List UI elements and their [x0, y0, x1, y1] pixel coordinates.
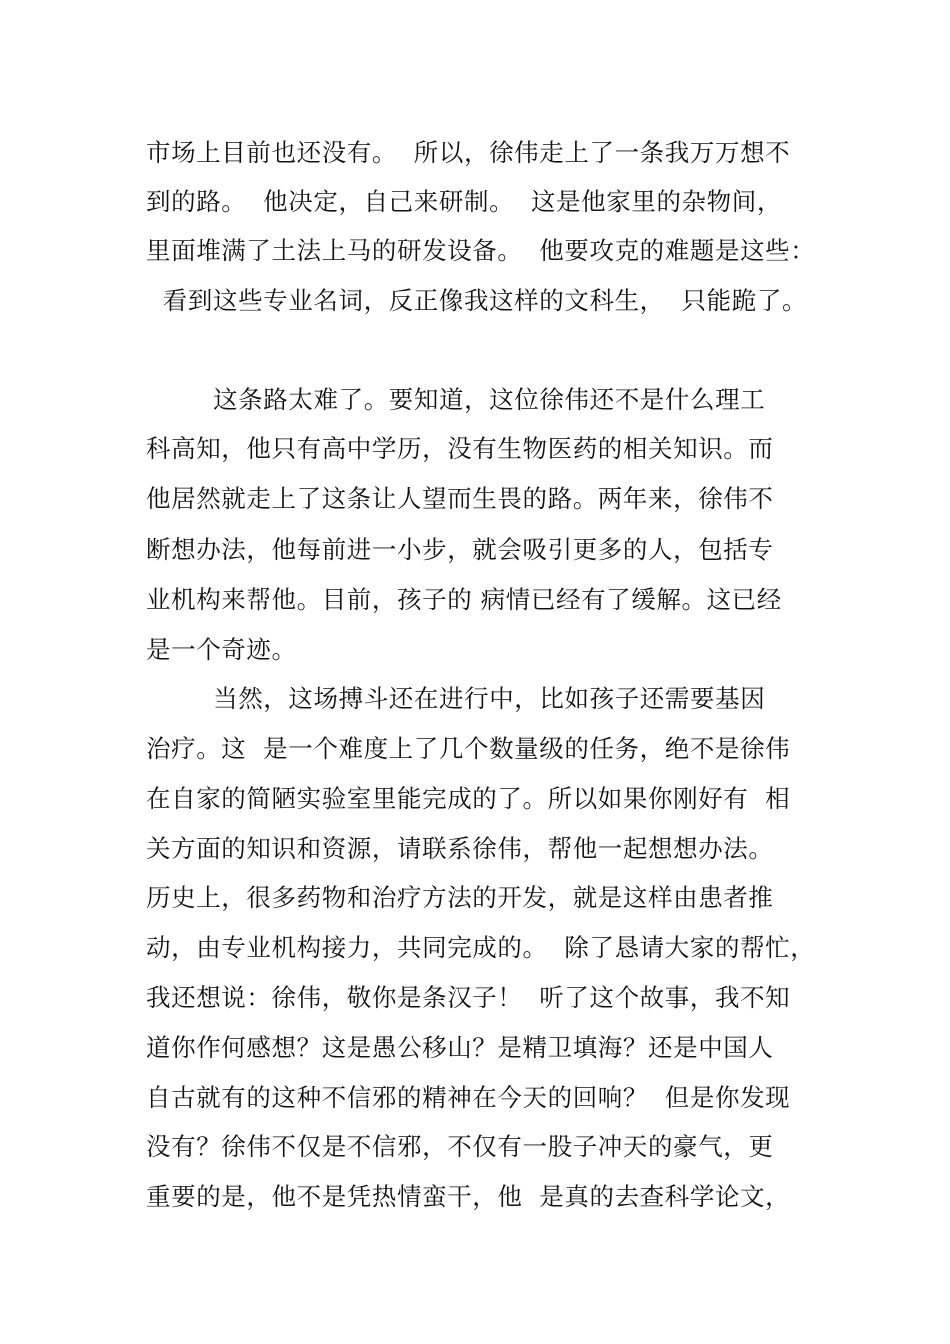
text-line: 业机构来帮他。目前，孩子的 病情已经有了缓解。这已经 [146, 585, 782, 614]
text-line: 这条路太难了。要知道，这位徐伟还不是什么理工 [146, 385, 766, 414]
text-line: 重要的是，他不是凭热情蛮干，他 是真的去查科学论文， [146, 1182, 791, 1211]
text-line: 当然，这场搏斗还在进行中，比如孩子还需要基因 [146, 684, 766, 713]
text-line: 他居然就走上了这条让人望而生畏的路。两年来，徐伟不 [146, 484, 774, 513]
text-line: 道你作何感想？这是愚公移山？是精卫填海？还是中国人 [146, 1033, 774, 1062]
text-line: 断想办法，他每前进一小步，就会吸引更多的人，包括专 [146, 535, 774, 564]
text-line: 自古就有的这种不信邪的精神在今天的回响？ 但是你发现 [146, 1083, 791, 1112]
text-line: 看到这些专业名词，反正像我这样的文科生， 只能跪了。 [146, 286, 808, 315]
text-line: 治疗。这 是一个难度上了几个数量级的任务，绝不是徐伟 [146, 734, 791, 763]
text-line: 历史上，很多药物和治疗方法的开发，就是这样由患者推 [146, 883, 774, 912]
text-line: 我还想说：徐伟，敬你是条汉子！ 听了这个故事，我不知 [146, 983, 791, 1012]
text-line: 是一个奇迹。 [146, 635, 297, 664]
text-line: 在自家的简陋实验室里能完成的了。所以如果你刚好有 相 [146, 784, 791, 813]
text-line: 动，由专业机构接力，共同完成的。 除了恳请大家的帮忙， [146, 933, 816, 962]
text-line: 里面堆满了土法上马的研发设备。 他要攻克的难题是这些： [146, 236, 816, 265]
text-line: 关方面的知识和资源，请联系徐伟，帮他一起想想办法。 [146, 834, 774, 863]
text-line: 到的路。 他决定，自己来研制。 这是他家里的杂物间， [146, 187, 782, 216]
text-line: 科高知，他只有高中学历，没有生物医药的相关知识。而 [146, 434, 774, 463]
text-line: 没有？徐伟不仅是不信邪，不仅有一股子冲天的豪气，更 [146, 1132, 774, 1161]
text-line: 市场上目前也还没有。 所以，徐伟走上了一条我万万想不 [146, 138, 791, 167]
